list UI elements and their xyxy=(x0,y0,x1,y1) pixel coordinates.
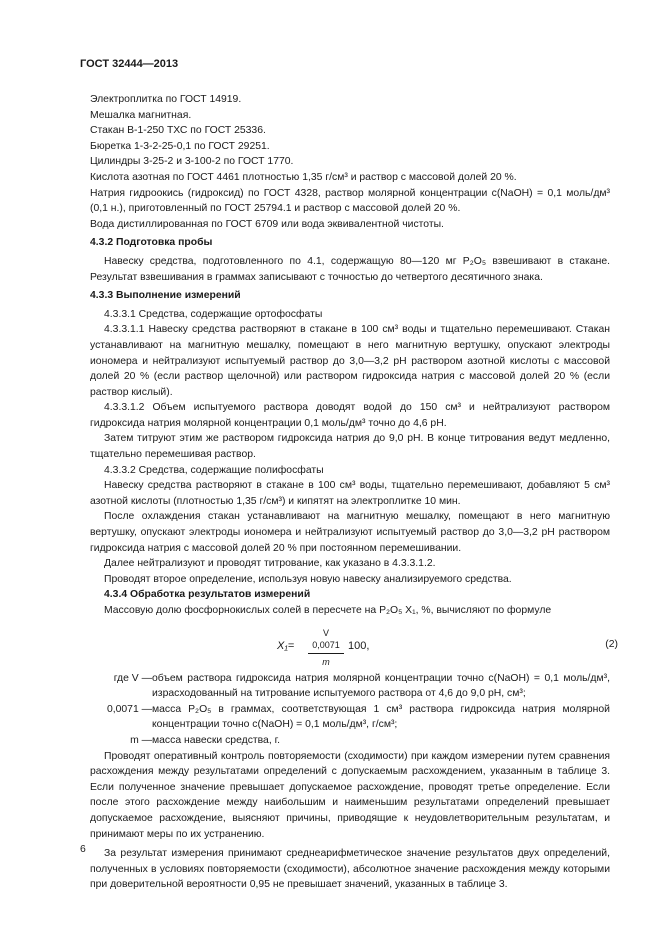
paragraph: Навеску средства, подготовленного по 4.1, содержащую 80—120 мг P₂O₅ взвешивают в стакане. Результат взвешивания в граммах записывают с точностью до четвертого десятичного знака. xyxy=(90,255,610,283)
page-content xyxy=(90,92,618,893)
paragraph: Затем титруют этим же раствором гидроксида натрия до 9,0 рН. В конце титрования ведут медленно, тщательно перемешивая раствор. xyxy=(90,433,610,461)
formula-numerator: V 0,0071 xyxy=(312,627,340,650)
formula-denominator: m xyxy=(322,656,330,667)
paragraph: 4.3.3.1.1 Навеску средства растворяют в стакане в 100 см³ воды и тщательно перемешивают. Стакан устанавливают на магнитную мешалку, помещают в него магнитную вертушку, опускают электроды иономера и нейтрализуют испытуемый раствор до 3,0—3,2 рН раствором азотной кислоты с массовой долей 20 % (если раствор щелочной) или раствором гидроксида натрия с массовой долей 20 % (если раствор кислый). xyxy=(90,324,610,398)
paragraph: Массовую долю фосфорнокислых солей в пересчете на P₂O₅ X₁, %, вычисляют по формуле xyxy=(104,605,552,616)
definitions-list xyxy=(80,671,610,749)
paragraph: За результат измерения принимают среднеарифметическое значение результатов двух определений, полученных в условиях повторяемости (сходимости), абсолютное значение расхождения между которыми при доверительной вероятности 0,95 не превышает значений, указанных в таблице 3. xyxy=(90,848,610,891)
equipment-item: Натрия гидроокись (гидроксид) по ГОСТ 4328, раствор молярной концентрации c(NaOH) = 0,1 моль/дм³ (0,1 н.), приготовленный по ГОСТ 25794.1 и раствор с массовой долей 20 %. xyxy=(90,187,610,215)
definition-term: m — xyxy=(130,734,152,746)
equipment-item: Вода дистиллированная по ГОСТ 6709 или вода эквивалентной чистоты. xyxy=(90,218,444,230)
document-header: ГОСТ 32444—2013 xyxy=(80,58,179,70)
section-title-4-3-2: 4.3.2 Подготовка пробы xyxy=(90,237,213,249)
page-number: 6 xyxy=(80,844,86,855)
equipment-item: Мешалка магнитная. xyxy=(90,109,192,121)
definition-body: масса навески средства, г. xyxy=(152,734,281,746)
formula-2 xyxy=(90,623,618,669)
subsection-title: 4.3.3.1 Средства, содержащие ортофосфаты xyxy=(104,308,323,320)
paragraph: Проводят оперативный контроль повторяемости (сходимости) при каждом измерении путем сравнения расхождения между результатами определений с допускаемым расхождением, указанным в таблице 3. Если полученное значение превышает допускаемое расхождение, проводят третье определение. Если после этого расхождение между наибольшим и наименьшим результатами определений превышает допускаемое расхождение, выясняют причины, приводящие к неудовлетворительным результатам, и принимают меры по их устранению. xyxy=(90,750,610,840)
equipment-item: Электроплитка по ГОСТ 14919. xyxy=(90,94,242,105)
paragraph: Навеску средства растворяют в стакане в 100 см³ воды, тщательно перемешивают, добавляют 5 см³ азотной кислоты (плотностью 1,35 г/см³) и кипятят на электроплитке 10 мин. xyxy=(90,480,610,507)
definition-row xyxy=(80,671,610,702)
formula-number: (2) xyxy=(605,638,618,650)
section-title-4-3-3: 4.3.3 Выполнение измерений xyxy=(90,290,241,302)
subsection-title: 4.3.3.2 Средства, содержащие полифосфаты xyxy=(104,464,324,476)
formula-tail: 100, xyxy=(348,639,370,652)
section-title-4-3-4: 4.3.4 Обработка результатов измерений xyxy=(104,589,311,601)
equipment-item: Бюретка 1-3-2-25-0,1 по ГОСТ 29251. xyxy=(90,140,270,152)
definition-row xyxy=(80,733,610,749)
paragraph: Проводят второе определение, используя новую навеску анализируемого средства. xyxy=(104,573,512,585)
definition-body: объем раствора гидроксида натрия молярной концентрации точно c(NaOH) = 0,1 моль/дм³, израсходованный на титрование испытуемого раствора от 4,6 до 9,0 рН, см³; xyxy=(152,672,610,700)
formula-fraction xyxy=(308,627,344,668)
definition-term: 0,0071 — xyxy=(106,703,152,715)
definition-row xyxy=(80,702,610,733)
fraction-line xyxy=(308,653,344,654)
definition-body: масса P₂O₅ в граммах, соответствующая 1 см³ раствора гидроксида натрия молярной концентрации точно c(NaOH) = 0,1 моль/дм³, г/см³; xyxy=(152,703,610,731)
equipment-item: Стакан В-1-250 ТХС по ГОСТ 25336. xyxy=(90,125,266,137)
equipment-item: Цилиндры 3-25-2 и 3-100-2 по ГОСТ 1770. xyxy=(90,156,294,168)
paragraph: Далее нейтрализуют и проводят титрование, как указано в 4.3.3.1.2. xyxy=(104,558,436,570)
formula-lhs: X₁= xyxy=(277,639,295,652)
definition-term: где V — xyxy=(113,672,152,684)
equipment-list xyxy=(90,92,610,232)
paragraph: После охлаждения стакан устанавливают на магнитную мешалку, помещают в него магнитную вертушку, опускают электроды иономера и нейтрализуют испытуемый раствор до 3,0—3,2 рН раствором гидроксида натрия с массовой долей 20 % при постоянном перемешивании. xyxy=(90,511,610,554)
equipment-item: Кислота азотная по ГОСТ 4461 плотностью 1,35 г/см³ и раствор с массовой долей 20 %. xyxy=(90,171,517,183)
paragraph: 4.3.3.1.2 Объем испытуемого раствора доводят водой до 150 см³ и нейтрализуют раствором гидроксида натрия молярной концентрации 0,1 моль/дм³ точно до 4,6 рН. xyxy=(90,402,610,429)
